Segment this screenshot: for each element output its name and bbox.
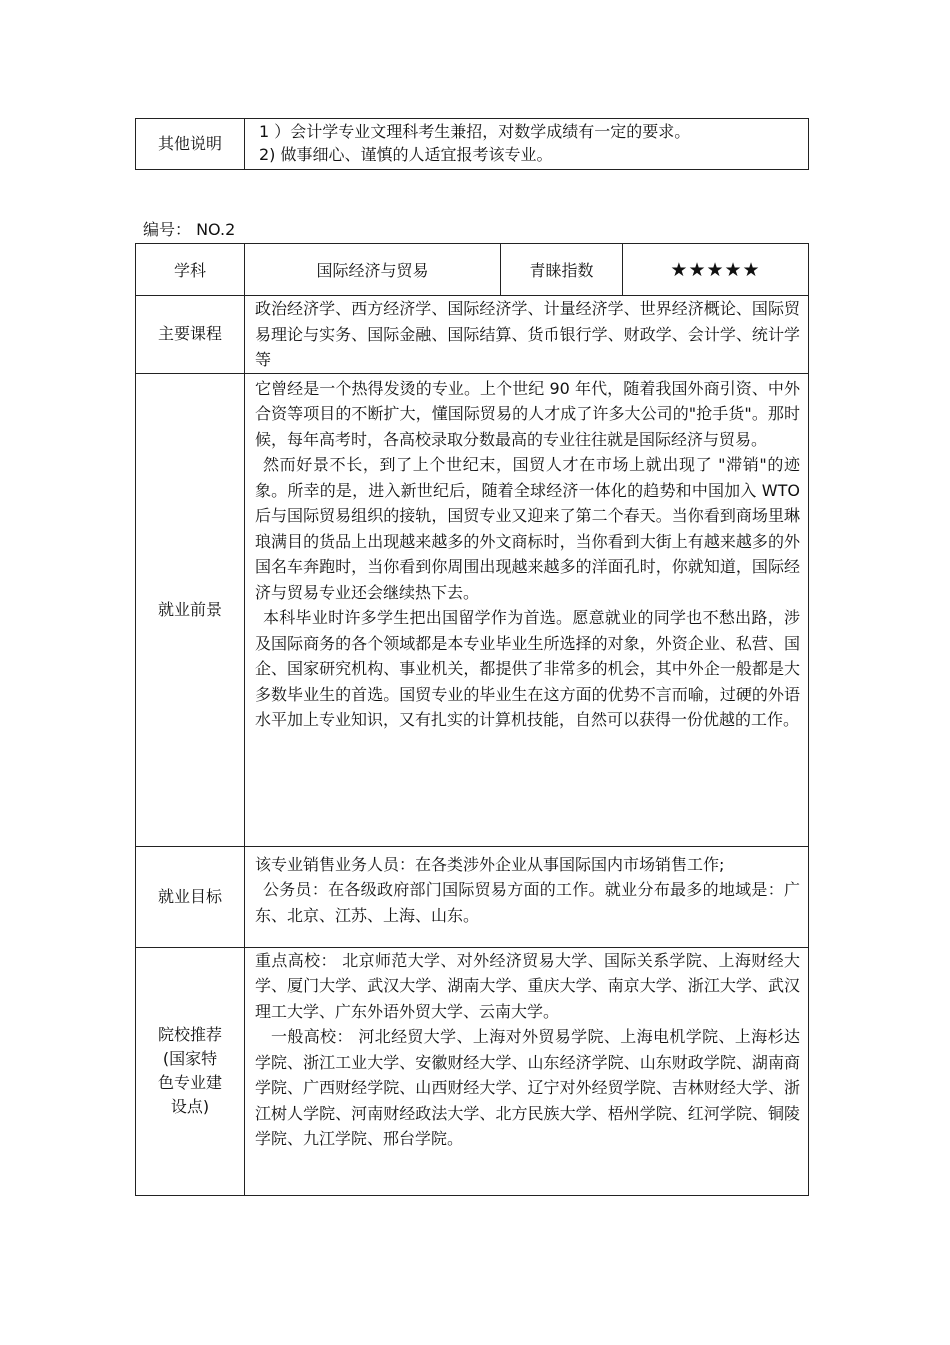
other-notes-line-2: 2) 做事细心、谨慎的人适宜报考该专业。: [259, 145, 553, 164]
prospects-text: [245, 373, 809, 846]
schools-text: [245, 947, 809, 1195]
prospects-label: 就业前景: [136, 373, 245, 846]
prospects-paragraph-2: 然而好景不长，到了上个世纪末，国贸人才在市场上就出现了 "滞销"的迹象。所幸的是，进入新世纪后，随着全球经济一体化的趋势和中国加入 WTO后与国际贸易组织的接轨，国贸专业又迎来了第二个春天。当你看到商场里琳琅满目的货品上出现越来越多的外文商标时，当你看到大街上有越来越多的外国名车奔跑时，当你看到你周围出现越来越多的洋面孔时，你就知道，国际经济与贸易专业还会继续热下去。: [255, 455, 800, 602]
targets-label: 就业目标: [136, 846, 245, 947]
subject-label: 学科: [136, 244, 245, 296]
schools-row: [136, 947, 809, 1195]
schools-paragraph-1: 重点高校： 北京师范大学、对外经济贸易大学、国际关系学院、上海财经大学、厦门大学、武汉大学、湖南大学、重庆大学、南京大学、浙江大学、武汉理工大学、广东外语外贸大学、云南大学。: [255, 950, 800, 1021]
star-rating: ★★★★★: [623, 244, 809, 296]
targets-paragraph-2: 公务员：在各级政府部门国际贸易方面的工作。就业分布最多的地域是：广东、北京、江苏、上海、山东。: [255, 880, 800, 925]
targets-paragraph-1: 该专业销售业务人员：在各类涉外企业从事国际国内市场销售工作;: [255, 854, 725, 874]
schools-label: 院校推荐(国家特色专业建设点): [136, 947, 245, 1195]
subject-value: 国际经济与贸易: [245, 244, 501, 296]
major-info-table: [135, 243, 809, 1196]
courses-text: 政治经济学、西方经济学、国际经济学、计量经济学、世界经济概论、国际贸易理论与实务、国际金融、国际结算、货币银行学、财政学、会计学、统计学等: [245, 296, 809, 374]
targets-row: [136, 846, 809, 947]
schools-paragraph-2: 一般高校： 河北经贸大学、上海对外贸易学院、上海电机学院、上海杉达学院、浙江工业大学、安徽财经大学、山东经济学院、山东财政学院、湖南商学院、广西财经学院、山西财经大学、辽宁对外经贸学院、吉林财经大学、浙江树人学院、河南财经政法大学、北方民族大学、梧州学院、红河学院、铜陵学院、九江学院、邢台学院。: [255, 1027, 800, 1148]
other-notes-line-1: 1 ）会计学专业文理科考生兼招，对数学成绩有一定的要求。: [259, 122, 691, 141]
header-row: [136, 244, 809, 296]
prospects-paragraph-3: 本科毕业时许多学生把出国留学作为首选。愿意就业的同学也不愁出路，涉及国际商务的各个领域都是本专业毕业生所选择的对象，外资企业、私营、国企、国家研究机构、事业机关，都提供了非常多的机会，其中外企一般都是大多数毕业生的首选。国贸专业的毕业生在这方面的优势不言而喻，过硬的外语水平加上专业知识，又有扎实的计算机技能，自然可以获得一份优越的工作。: [255, 608, 800, 729]
index-label: 青睐指数: [501, 244, 623, 296]
other-notes-table: [135, 118, 809, 170]
other-notes-content: [245, 119, 809, 170]
targets-text: [245, 846, 809, 947]
courses-row: [136, 296, 809, 374]
courses-label: 主要课程: [136, 296, 245, 374]
prospects-row: [136, 373, 809, 846]
other-notes-label: 其他说明: [136, 119, 245, 170]
prospects-paragraph-1: 它曾经是一个热得发烫的专业。上个世纪 90 年代，随着我国外商引资、中外合资等项目的不断扩大，懂国际贸易的人才成了许多大公司的"抢手货"。那时候，每年高考时，各高校录取分数最高的专业往往就是国际经济与贸易。: [255, 378, 800, 449]
serial-number: 编号： NO.2: [143, 220, 236, 239]
